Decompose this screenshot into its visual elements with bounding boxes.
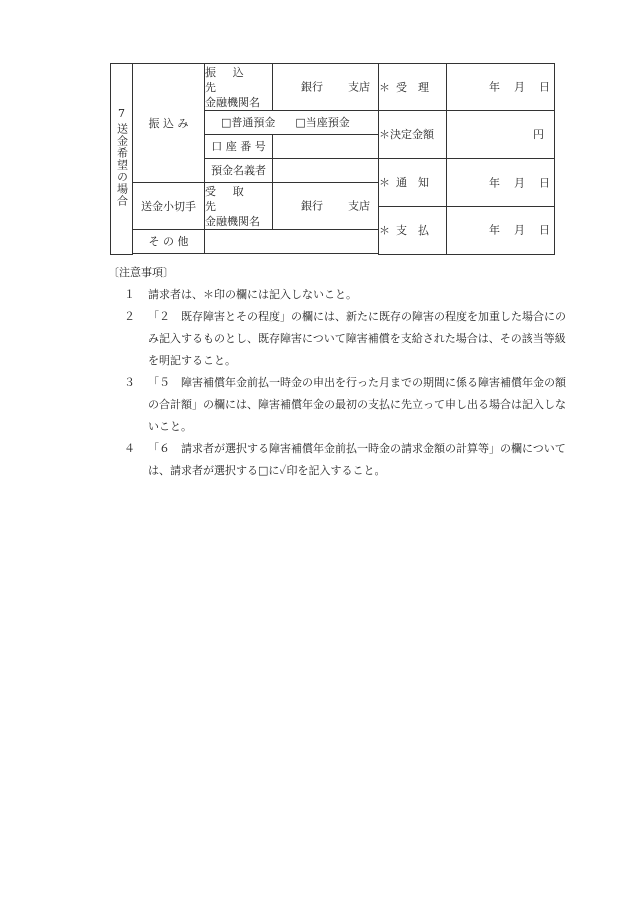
- decided-amount-label-cell: [379, 111, 447, 159]
- notes-section: [110, 262, 570, 482]
- account-type-current-checkbox[interactable]: □当座預金: [295, 116, 350, 129]
- remittance-form-table: [110, 63, 555, 255]
- transfer-branch-word: 支店: [348, 80, 370, 94]
- received-mark: ＊: [379, 80, 390, 94]
- note-text: 請求者は、＊印の欄には記入しないこと。: [148, 288, 357, 301]
- note-number: ３: [124, 376, 135, 389]
- notice-label-cell: [379, 159, 447, 207]
- transfer-bank-label-cell: [205, 64, 273, 111]
- note-item-3: [110, 372, 570, 438]
- payment-year: 年: [489, 223, 500, 237]
- account-holder-label-cell: [205, 159, 273, 183]
- transfer-label-cell: [133, 64, 205, 183]
- payment-label-cell: [379, 207, 447, 255]
- check-bank-word: 銀行: [301, 199, 323, 213]
- account-number-label: 口 座 番 号: [211, 140, 266, 153]
- account-holder-label: 預金名義者: [211, 164, 266, 177]
- notice-day: 日: [539, 176, 550, 189]
- check-branch-word: 支店: [348, 199, 370, 213]
- note-number: ２: [124, 310, 135, 323]
- section-number: 7: [118, 107, 125, 121]
- received-year: 年: [489, 80, 500, 94]
- check-label: 送金小切手: [141, 199, 196, 213]
- payment-date-field[interactable]: [447, 207, 555, 255]
- note-item-1: [110, 284, 570, 306]
- notice-month: 月: [514, 176, 525, 189]
- notes-title: 〔注意事項〕: [108, 266, 174, 279]
- account-number-field[interactable]: [273, 135, 379, 159]
- note-item-4: [110, 438, 570, 482]
- note-text: 「５ 障害補償年金前払一時金の申出を行った月までの期間に係る障害補償年金の額の合計額」の欄には、障害補償年金の最初の支払に先立って申し出る場合は記入しないこと。: [148, 376, 566, 433]
- account-number-label-cell: [205, 135, 273, 159]
- payment-month: 月: [514, 223, 525, 237]
- received-date-field[interactable]: [447, 64, 555, 111]
- check-label-cell: [133, 183, 205, 230]
- note-text: 「２ 既存障害とその程度」の欄には、新たに既存の障害の程度を加重した場合にのみ記入するものとし、既存障害について障害補償を支給された場合は、その該当等級を明記すること。: [148, 310, 566, 367]
- received-label: 受 理: [396, 80, 429, 94]
- note-number: ４: [124, 442, 135, 455]
- note-number: １: [124, 288, 135, 301]
- account-type-ordinary-checkbox[interactable]: □普通預金: [221, 116, 276, 129]
- received-day: 日: [539, 80, 550, 94]
- check-bank-label-line2: 金融機関名: [205, 214, 260, 228]
- other-label-cell: [133, 230, 205, 254]
- check-bank-label-line1: 受 取 先: [205, 184, 251, 213]
- notice-mark: ＊: [379, 176, 390, 189]
- received-month: 月: [514, 80, 525, 94]
- transfer-bank-label-line1: 振 込 先: [205, 65, 251, 94]
- notice-year: 年: [489, 176, 500, 189]
- other-field[interactable]: [205, 230, 379, 254]
- decided-amount-label: ＊決定金額: [379, 128, 434, 141]
- transfer-label: 振 込 み: [148, 116, 189, 130]
- section-7-label-cell: [111, 64, 133, 255]
- note-item-2: [110, 306, 570, 372]
- check-bank-label-cell: [205, 183, 273, 230]
- account-holder-field[interactable]: [273, 159, 379, 183]
- decided-amount-field[interactable]: [447, 111, 555, 159]
- transfer-bank-word: 銀行: [301, 80, 323, 94]
- transfer-bank-label-line2: 金融機関名: [205, 95, 260, 109]
- account-type-cell[interactable]: [205, 111, 379, 135]
- check-bank-field[interactable]: [273, 183, 379, 230]
- payment-day: 日: [539, 223, 550, 237]
- received-label-cell: [379, 64, 447, 111]
- note-text: 「６ 請求者が選択する障害補償年金前払一時金の請求金額の計算等」の欄については、請求者が選択する□に✓印を記入すること。: [148, 442, 566, 477]
- yen-unit: 円: [533, 128, 544, 141]
- section-title: 送金希望の場合: [115, 123, 129, 208]
- other-label: そ の 他: [148, 235, 189, 248]
- notice-label: 通 知: [396, 176, 429, 189]
- payment-label: 支 払: [396, 223, 429, 237]
- notice-date-field[interactable]: [447, 159, 555, 207]
- payment-mark: ＊: [379, 223, 390, 237]
- transfer-bank-field[interactable]: [273, 64, 379, 111]
